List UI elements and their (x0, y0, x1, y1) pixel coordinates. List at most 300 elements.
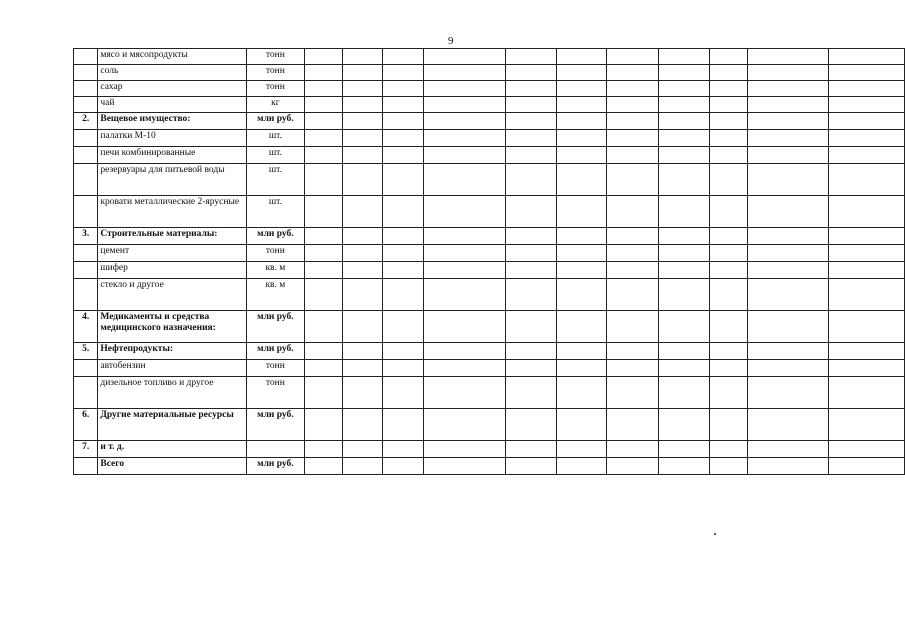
value-cell (305, 65, 343, 81)
value-cell (343, 164, 383, 196)
row-number (74, 360, 98, 377)
row-number (74, 377, 98, 409)
value-cell (606, 458, 658, 475)
value-cell (606, 409, 658, 441)
item-name: и т. д. (98, 441, 246, 458)
value-cell (710, 245, 748, 262)
value-cell (557, 360, 607, 377)
value-cell (343, 245, 383, 262)
item-name: стекло и другое (98, 279, 246, 311)
item-name: автобензин (98, 360, 246, 377)
item-name: печи комбинированные (98, 147, 246, 164)
value-cell (423, 196, 505, 228)
item-name: чай (98, 97, 246, 113)
row-number (74, 458, 98, 475)
value-cell (557, 196, 607, 228)
value-cell (343, 441, 383, 458)
value-cell (828, 97, 904, 113)
value-cell (505, 343, 557, 360)
value-cell (748, 262, 828, 279)
value-cell (828, 65, 904, 81)
value-cell (710, 65, 748, 81)
value-cell (748, 81, 828, 97)
value-cell (606, 311, 658, 343)
value-cell (505, 311, 557, 343)
value-cell (710, 196, 748, 228)
row-number (74, 81, 98, 97)
value-cell (343, 343, 383, 360)
unit-cell: млн руб. (246, 113, 304, 130)
value-cell (606, 130, 658, 147)
page-number: 9 (448, 35, 454, 47)
value-cell (748, 458, 828, 475)
value-cell (710, 458, 748, 475)
value-cell (423, 245, 505, 262)
table-row (74, 377, 905, 409)
value-cell (423, 279, 505, 311)
value-cell (383, 113, 423, 130)
row-number (74, 164, 98, 196)
value-cell (557, 97, 607, 113)
row-number (74, 130, 98, 147)
value-cell (557, 147, 607, 164)
value-cell (748, 97, 828, 113)
table-row (74, 196, 905, 228)
stray-mark (714, 533, 716, 535)
value-cell (423, 441, 505, 458)
value-cell (658, 360, 710, 377)
value-cell (423, 113, 505, 130)
value-cell (305, 113, 343, 130)
value-cell (828, 245, 904, 262)
value-cell (305, 164, 343, 196)
unit-cell: тонн (246, 360, 304, 377)
value-cell (606, 279, 658, 311)
item-name: дизельное топливо и другое (98, 377, 246, 409)
value-cell (828, 196, 904, 228)
row-number (74, 49, 98, 65)
value-cell (305, 245, 343, 262)
value-cell (710, 228, 748, 245)
value-cell (505, 130, 557, 147)
value-cell (606, 245, 658, 262)
unit-cell: кв. м (246, 279, 304, 311)
value-cell (305, 147, 343, 164)
value-cell (710, 164, 748, 196)
item-name: Всего (98, 458, 246, 475)
value-cell (606, 81, 658, 97)
value-cell (343, 65, 383, 81)
value-cell (505, 245, 557, 262)
value-cell (606, 49, 658, 65)
value-cell (423, 97, 505, 113)
row-number: 5. (74, 343, 98, 360)
value-cell (383, 311, 423, 343)
value-cell (748, 360, 828, 377)
item-name: мясо и мясопродукты (98, 49, 246, 65)
value-cell (423, 409, 505, 441)
value-cell (423, 311, 505, 343)
table-row (74, 65, 905, 81)
value-cell (383, 441, 423, 458)
value-cell (658, 262, 710, 279)
value-cell (423, 81, 505, 97)
value-cell (305, 262, 343, 279)
value-cell (423, 228, 505, 245)
item-name: цемент (98, 245, 246, 262)
value-cell (748, 245, 828, 262)
value-cell (383, 130, 423, 147)
unit-cell: тонн (246, 245, 304, 262)
value-cell (423, 262, 505, 279)
value-cell (383, 81, 423, 97)
value-cell (828, 147, 904, 164)
value-cell (748, 377, 828, 409)
value-cell (305, 409, 343, 441)
value-cell (557, 279, 607, 311)
value-cell (606, 360, 658, 377)
value-cell (423, 164, 505, 196)
value-cell (343, 97, 383, 113)
value-cell (305, 97, 343, 113)
value-cell (505, 147, 557, 164)
value-cell (748, 311, 828, 343)
value-cell (828, 164, 904, 196)
value-cell (383, 228, 423, 245)
value-cell (343, 228, 383, 245)
value-cell (557, 262, 607, 279)
value-cell (710, 97, 748, 113)
row-number (74, 147, 98, 164)
value-cell (343, 130, 383, 147)
value-cell (658, 164, 710, 196)
unit-cell: тонн (246, 65, 304, 81)
row-number: 3. (74, 228, 98, 245)
value-cell (748, 65, 828, 81)
unit-cell: шт. (246, 130, 304, 147)
value-cell (383, 343, 423, 360)
unit-cell: кг (246, 97, 304, 113)
value-cell (606, 377, 658, 409)
value-cell (658, 245, 710, 262)
value-cell (383, 377, 423, 409)
value-cell (710, 441, 748, 458)
row-number (74, 262, 98, 279)
value-cell (557, 311, 607, 343)
value-cell (658, 49, 710, 65)
value-cell (383, 164, 423, 196)
value-cell (423, 343, 505, 360)
value-cell (748, 130, 828, 147)
value-cell (658, 409, 710, 441)
value-cell (383, 65, 423, 81)
value-cell (557, 113, 607, 130)
value-cell (606, 113, 658, 130)
value-cell (343, 81, 383, 97)
value-cell (828, 441, 904, 458)
value-cell (748, 164, 828, 196)
value-cell (557, 441, 607, 458)
value-cell (305, 279, 343, 311)
row-number (74, 65, 98, 81)
value-cell (383, 279, 423, 311)
table-row (74, 262, 905, 279)
value-cell (658, 81, 710, 97)
value-cell (423, 65, 505, 81)
value-cell (606, 262, 658, 279)
value-cell (557, 343, 607, 360)
value-cell (557, 245, 607, 262)
table-row (74, 279, 905, 311)
value-cell (606, 147, 658, 164)
value-cell (828, 311, 904, 343)
unit-cell (246, 441, 304, 458)
value-cell (658, 441, 710, 458)
item-name: Другие материальные ресурсы (98, 409, 246, 441)
value-cell (343, 360, 383, 377)
value-cell (383, 458, 423, 475)
value-cell (658, 147, 710, 164)
value-cell (828, 458, 904, 475)
value-cell (505, 196, 557, 228)
table-row (74, 343, 905, 360)
value-cell (606, 97, 658, 113)
table-row (74, 458, 905, 475)
table-row (74, 360, 905, 377)
item-name: Нефтепродукты: (98, 343, 246, 360)
value-cell (710, 409, 748, 441)
value-cell (343, 147, 383, 164)
value-cell (423, 458, 505, 475)
value-cell (658, 113, 710, 130)
value-cell (748, 147, 828, 164)
value-cell (748, 279, 828, 311)
value-cell (305, 343, 343, 360)
value-cell (423, 360, 505, 377)
row-number: 4. (74, 311, 98, 343)
value-cell (606, 196, 658, 228)
unit-cell: кв. м (246, 262, 304, 279)
table-row (74, 311, 905, 343)
value-cell (505, 164, 557, 196)
value-cell (557, 228, 607, 245)
value-cell (505, 458, 557, 475)
value-cell (748, 409, 828, 441)
value-cell (748, 343, 828, 360)
unit-cell: тонн (246, 49, 304, 65)
value-cell (710, 147, 748, 164)
unit-cell: млн руб. (246, 228, 304, 245)
value-cell (828, 343, 904, 360)
row-number: 2. (74, 113, 98, 130)
value-cell (383, 245, 423, 262)
table-row (74, 97, 905, 113)
value-cell (423, 49, 505, 65)
table-row (74, 49, 905, 65)
value-cell (505, 228, 557, 245)
value-cell (557, 164, 607, 196)
value-cell (305, 130, 343, 147)
value-cell (383, 97, 423, 113)
value-cell (828, 262, 904, 279)
value-cell (710, 113, 748, 130)
value-cell (343, 377, 383, 409)
item-name: соль (98, 65, 246, 81)
value-cell (305, 196, 343, 228)
value-cell (557, 458, 607, 475)
value-cell (748, 228, 828, 245)
value-cell (383, 262, 423, 279)
value-cell (828, 81, 904, 97)
unit-cell: млн руб. (246, 343, 304, 360)
item-name: Медикаменты и средства медицинского назначения: (98, 311, 246, 343)
item-name: Строительные материалы: (98, 228, 246, 245)
value-cell (710, 343, 748, 360)
value-cell (710, 311, 748, 343)
value-cell (658, 228, 710, 245)
value-cell (748, 441, 828, 458)
value-cell (383, 409, 423, 441)
value-cell (505, 262, 557, 279)
value-cell (828, 130, 904, 147)
table-row (74, 81, 905, 97)
value-cell (305, 377, 343, 409)
value-cell (505, 97, 557, 113)
item-name: палатки М-10 (98, 130, 246, 147)
value-cell (606, 343, 658, 360)
value-cell (423, 147, 505, 164)
value-cell (606, 228, 658, 245)
value-cell (505, 360, 557, 377)
value-cell (710, 377, 748, 409)
table-row (74, 441, 905, 458)
value-cell (383, 49, 423, 65)
unit-cell: тонн (246, 81, 304, 97)
value-cell (828, 228, 904, 245)
value-cell (383, 360, 423, 377)
value-cell (305, 441, 343, 458)
value-cell (658, 377, 710, 409)
value-cell (710, 49, 748, 65)
resources-table (73, 48, 905, 475)
value-cell (383, 147, 423, 164)
value-cell (710, 360, 748, 377)
value-cell (343, 409, 383, 441)
item-name: резервуары для питьевой воды (98, 164, 246, 196)
row-number (74, 196, 98, 228)
value-cell (658, 196, 710, 228)
value-cell (658, 279, 710, 311)
value-cell (343, 279, 383, 311)
unit-cell: млн руб. (246, 409, 304, 441)
value-cell (505, 49, 557, 65)
value-cell (505, 377, 557, 409)
value-cell (658, 130, 710, 147)
value-cell (305, 49, 343, 65)
table-row (74, 130, 905, 147)
unit-cell: шт. (246, 147, 304, 164)
value-cell (828, 279, 904, 311)
value-cell (557, 81, 607, 97)
value-cell (505, 65, 557, 81)
value-cell (383, 196, 423, 228)
value-cell (343, 262, 383, 279)
value-cell (658, 97, 710, 113)
row-number (74, 245, 98, 262)
value-cell (305, 311, 343, 343)
value-cell (748, 49, 828, 65)
row-number (74, 279, 98, 311)
value-cell (305, 228, 343, 245)
value-cell (606, 441, 658, 458)
value-cell (557, 65, 607, 81)
table-row (74, 228, 905, 245)
value-cell (828, 377, 904, 409)
value-cell (305, 81, 343, 97)
item-name: кровати металлические 2-ярусные (98, 196, 246, 228)
value-cell (710, 262, 748, 279)
value-cell (606, 164, 658, 196)
table-row (74, 164, 905, 196)
value-cell (658, 65, 710, 81)
unit-cell: млн руб. (246, 311, 304, 343)
item-name: сахар (98, 81, 246, 97)
value-cell (710, 279, 748, 311)
value-cell (505, 409, 557, 441)
value-cell (343, 49, 383, 65)
value-cell (505, 279, 557, 311)
unit-cell: шт. (246, 196, 304, 228)
value-cell (423, 377, 505, 409)
value-cell (710, 81, 748, 97)
value-cell (305, 458, 343, 475)
value-cell (658, 458, 710, 475)
value-cell (343, 113, 383, 130)
value-cell (505, 113, 557, 130)
value-cell (828, 360, 904, 377)
value-cell (658, 311, 710, 343)
unit-cell: млн руб. (246, 458, 304, 475)
row-number: 6. (74, 409, 98, 441)
value-cell (710, 130, 748, 147)
value-cell (828, 49, 904, 65)
table-row (74, 147, 905, 164)
unit-cell: тонн (246, 377, 304, 409)
value-cell (343, 196, 383, 228)
value-cell (606, 65, 658, 81)
value-cell (557, 377, 607, 409)
value-cell (343, 311, 383, 343)
value-cell (343, 458, 383, 475)
row-number (74, 97, 98, 113)
unit-cell: шт. (246, 164, 304, 196)
value-cell (828, 409, 904, 441)
table-row (74, 245, 905, 262)
table-row (74, 409, 905, 441)
value-cell (557, 409, 607, 441)
value-cell (748, 113, 828, 130)
row-number: 7. (74, 441, 98, 458)
value-cell (748, 196, 828, 228)
value-cell (423, 130, 505, 147)
value-cell (557, 130, 607, 147)
value-cell (658, 343, 710, 360)
value-cell (505, 81, 557, 97)
value-cell (828, 113, 904, 130)
value-cell (305, 360, 343, 377)
item-name: Вещевое имущество: (98, 113, 246, 130)
value-cell (505, 441, 557, 458)
